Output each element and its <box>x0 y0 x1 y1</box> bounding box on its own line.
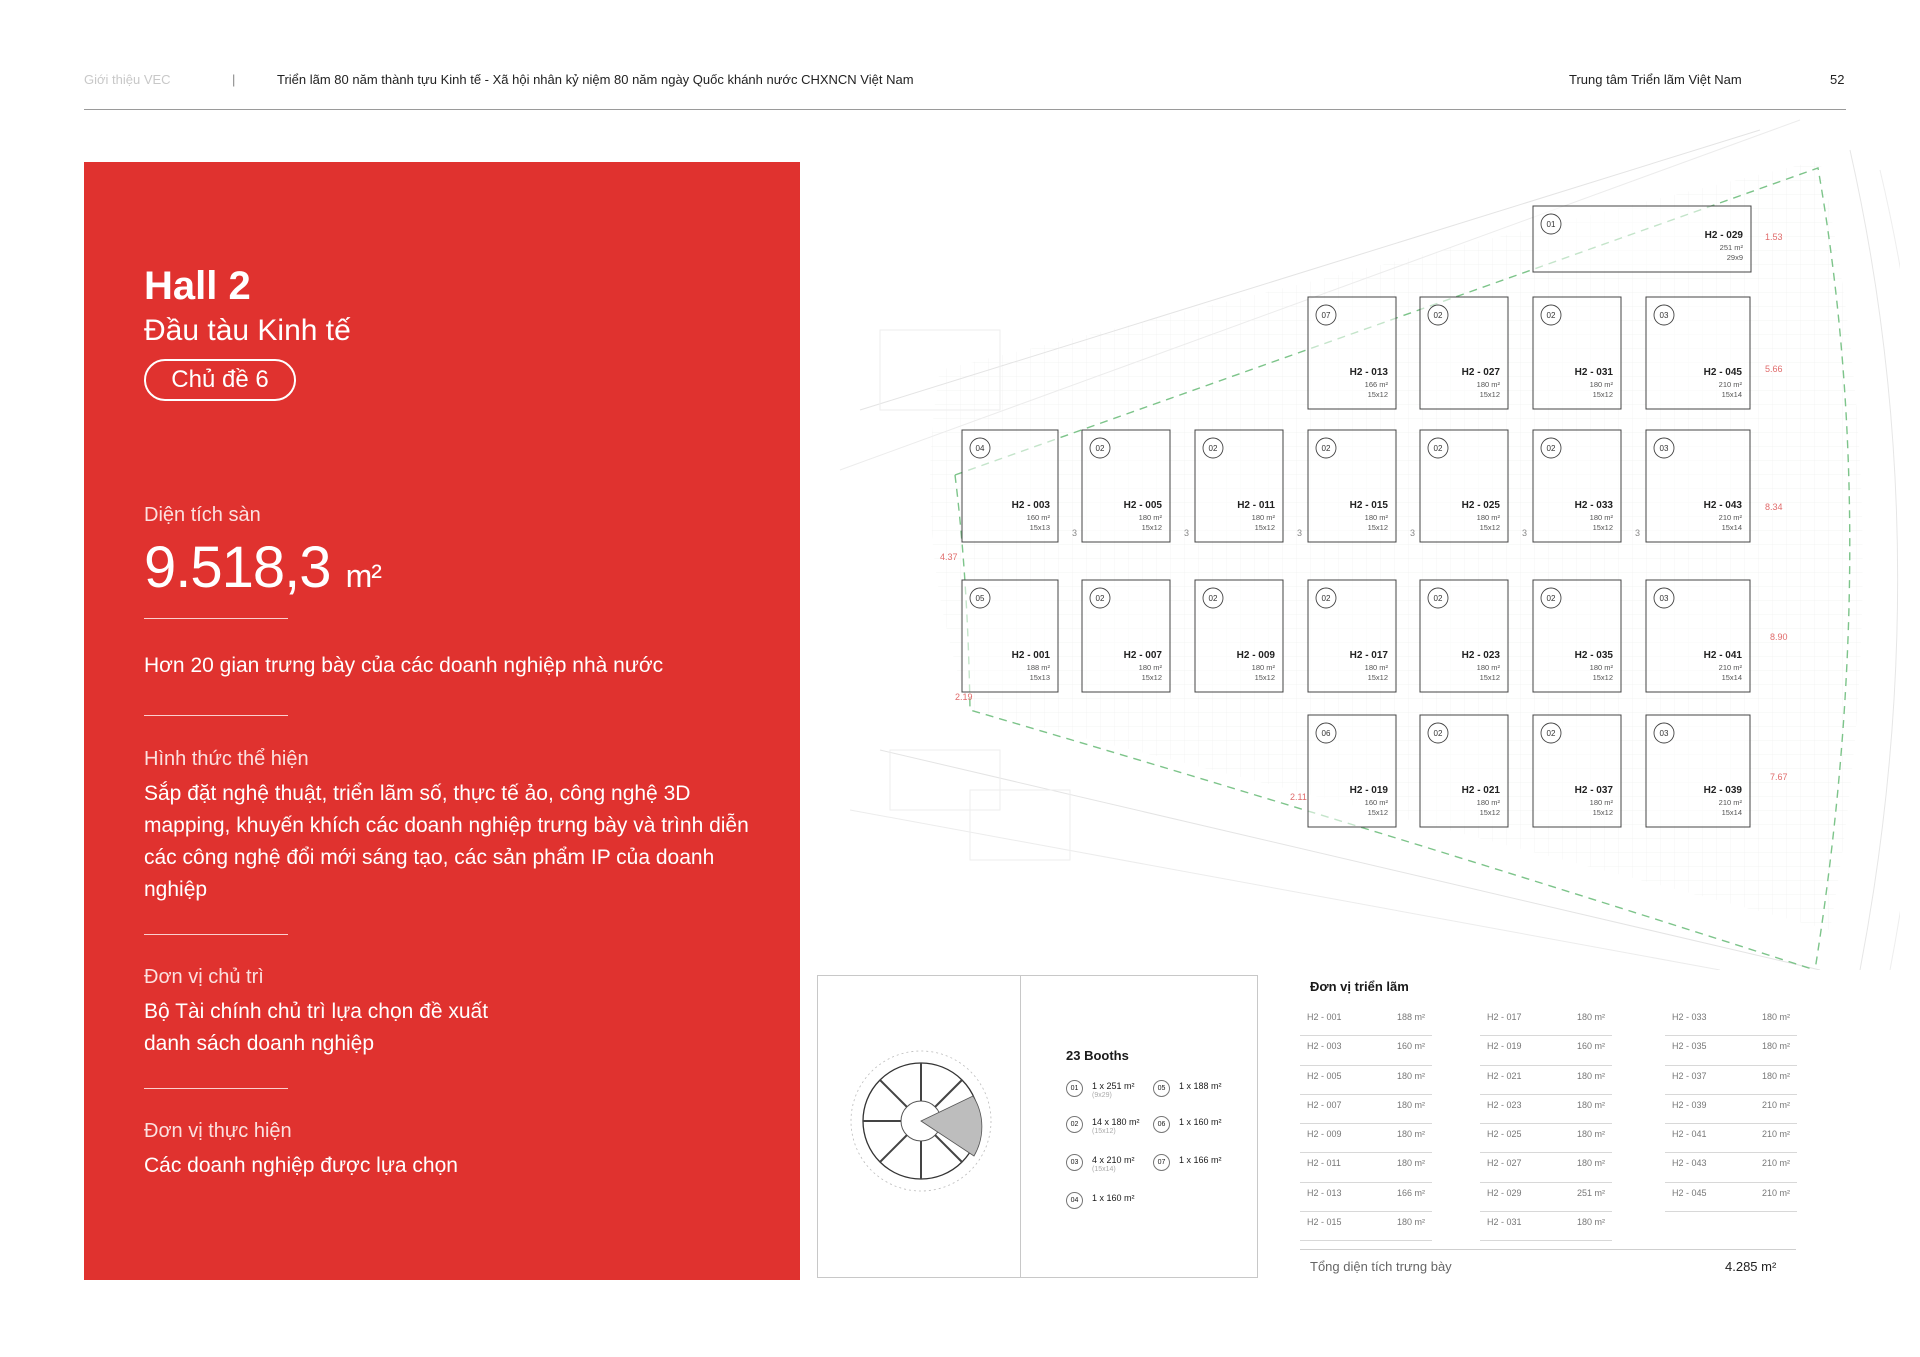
total-area-value: 4.285 m² <box>1725 1259 1777 1274</box>
booth <box>1420 430 1508 542</box>
booth <box>1195 580 1283 692</box>
booth-dimensions: 15x12 <box>1479 390 1500 399</box>
booth-dimensions: 15x14 <box>1721 390 1742 399</box>
venue-name: Trung tâm Triển lãm Việt Nam <box>1569 72 1742 87</box>
table-row <box>1665 1153 1797 1182</box>
booth-type-number: 02 <box>1433 729 1443 738</box>
booth <box>1420 297 1508 409</box>
table-row <box>1665 1066 1797 1095</box>
booth-type-number: 01 <box>1546 220 1556 229</box>
booth-type-number: 03 <box>1659 594 1669 603</box>
booth-area: 160 m² <box>1364 798 1388 807</box>
divider <box>144 934 288 935</box>
legend-text: 1 x 251 m² <box>1092 1081 1135 1091</box>
legend-text: 1 x 160 m² <box>1179 1117 1222 1127</box>
booth <box>1646 715 1750 827</box>
booth-type-number: 02 <box>1321 444 1331 453</box>
booth <box>1533 430 1621 542</box>
floor-plan <box>820 110 1900 970</box>
booth-area: 166 m² <box>1364 380 1388 389</box>
legend-text: 1 x 166 m² <box>1179 1155 1222 1165</box>
booth-dimensions: 15x12 <box>1141 673 1162 682</box>
aisle-width-label: 3 <box>1072 528 1078 538</box>
booth-area: 251 m² <box>1719 243 1743 252</box>
legend-item <box>1066 1080 1135 1101</box>
booth-id: H2 - 007 <box>1123 650 1162 661</box>
legend-marker: 07 <box>1153 1154 1170 1171</box>
booth-code: H2 - 025 <box>1487 1129 1522 1140</box>
booth-id: H2 - 021 <box>1461 785 1500 796</box>
booth-code: H2 - 043 <box>1672 1158 1707 1169</box>
booth-id: H2 - 045 <box>1703 367 1742 378</box>
table-row <box>1300 1036 1432 1065</box>
exhibition-title: Triển lãm 80 năm thành tựu Kinh tế - Xã hội nhân kỷ niệm 80 năm ngày Quốc khánh nước CHXNCN Việt Nam <box>277 72 914 87</box>
booth-code: H2 - 011 <box>1307 1158 1341 1169</box>
booth-code: H2 - 017 <box>1487 1012 1522 1022</box>
booth-area: 180 m² <box>1138 663 1162 672</box>
booth-type-number: 02 <box>1208 594 1218 603</box>
booth-type-number: 03 <box>1659 729 1669 738</box>
aisle-width-label: 3 <box>1184 528 1190 538</box>
legend-item <box>1066 1154 1135 1175</box>
booth-code: H2 - 013 <box>1307 1187 1342 1198</box>
form-text: Sắp đặt nghệ thuật, triển lãm số, thực tế ảo, công nghệ 3D mapping, khuyến khích các doanh nghiệp trưng bày và trình diễn các công nghệ đổi mới sáng tạo, các sản phẩm IP của doanh nghiệp <box>144 782 749 901</box>
booth-dimensions: 15x12 <box>1479 523 1500 532</box>
booth <box>1420 580 1508 692</box>
header-separator: | <box>232 72 236 87</box>
booth-code: H2 - 019 <box>1487 1041 1522 1052</box>
booth-dimensions: 15x12 <box>1592 523 1613 532</box>
booth-area: 180 m² <box>1476 663 1500 672</box>
legend-subtext: (15x12) <box>1092 1128 1116 1135</box>
legend-subtext: (15x14) <box>1092 1166 1116 1173</box>
booth-type-number: 02 <box>1546 729 1556 738</box>
booth-area: 180 m² <box>1364 513 1388 522</box>
table-row <box>1480 1007 1612 1036</box>
hall-locator-map <box>846 1046 996 1196</box>
booth-id: H2 - 001 <box>1011 650 1050 661</box>
booth-code: H2 - 041 <box>1672 1129 1707 1140</box>
hall-info-panel <box>84 162 800 1280</box>
booth-dimensions: 15x13 <box>1029 673 1050 682</box>
booth-id: H2 - 003 <box>1011 500 1050 511</box>
booth <box>1646 430 1750 542</box>
legend-marker: 01 <box>1066 1080 1083 1097</box>
executor-text: Các doanh nghiệp được lựa chọn <box>144 1154 458 1177</box>
booth-code: H2 - 039 <box>1672 1099 1707 1110</box>
booth <box>1533 297 1621 409</box>
area-unit: m² <box>345 558 381 594</box>
booth-area: 180 m² <box>1396 1129 1425 1140</box>
booth-type-number: 06 <box>1321 729 1331 738</box>
booth-legend <box>817 975 1258 1278</box>
booth-dimensions: 15x12 <box>1592 808 1613 817</box>
legend-text: 4 x 210 m² <box>1092 1155 1135 1165</box>
booth-dimensions: 15x14 <box>1721 523 1742 532</box>
booth-type-number: 02 <box>1433 311 1443 320</box>
table-row <box>1480 1183 1612 1212</box>
booth-area: 180 m² <box>1589 513 1613 522</box>
booth <box>962 430 1058 542</box>
booth-type-number: 02 <box>1321 594 1331 603</box>
table-row <box>1665 1183 1797 1212</box>
booth-id: H2 - 027 <box>1461 367 1500 378</box>
hall-subtitle: Đầu tàu Kinh tế <box>144 314 351 347</box>
booth-area: 180 m² <box>1476 798 1500 807</box>
booth <box>1082 580 1170 692</box>
booth-code: H2 - 005 <box>1307 1070 1342 1081</box>
booth-dimensions: 15x12 <box>1141 523 1162 532</box>
booth-type-number: 02 <box>1433 594 1443 603</box>
exhibitor-column <box>1300 1007 1432 1241</box>
table-row <box>1300 1153 1432 1182</box>
booth-code: H2 - 037 <box>1672 1070 1707 1081</box>
booth-id: H2 - 015 <box>1349 500 1388 511</box>
booth-code: H2 - 029 <box>1487 1187 1522 1198</box>
booth-area: 180 m² <box>1251 663 1275 672</box>
booth <box>1533 715 1621 827</box>
booth-id: H2 - 033 <box>1574 500 1613 511</box>
booth-area: 210 m² <box>1718 798 1742 807</box>
booth-area: 210 m² <box>1761 1187 1790 1198</box>
table-row <box>1665 1124 1797 1153</box>
table-row <box>1480 1153 1612 1182</box>
booth-area: 180 m² <box>1476 513 1500 522</box>
floor-area-value <box>144 534 381 601</box>
page-number: 52 <box>1830 72 1845 87</box>
table-row <box>1300 1183 1432 1212</box>
booth-id: H2 - 011 <box>1237 500 1275 511</box>
booth-code: H2 - 033 <box>1672 1012 1707 1022</box>
booth-type-number: 02 <box>1546 594 1556 603</box>
theme-chip: Chủ đề 6 <box>144 359 296 401</box>
table-row <box>1300 1066 1432 1095</box>
aisle-width-label: 3 <box>1522 528 1528 538</box>
booth-area: 180 m² <box>1396 1099 1425 1110</box>
total-area-label: Tổng diện tích trưng bày <box>1310 1259 1452 1274</box>
booth-dimensions: 15x12 <box>1254 673 1275 682</box>
booth-type-number: 02 <box>1433 444 1443 453</box>
booth-dimensions: 15x12 <box>1367 523 1388 532</box>
booth-code: H2 - 027 <box>1487 1158 1522 1169</box>
booth <box>1308 580 1396 692</box>
booth-area: 180 m² <box>1138 513 1162 522</box>
divider <box>144 1088 288 1089</box>
booth-type-number: 02 <box>1095 594 1105 603</box>
legend-text: 1 x 188 m² <box>1179 1081 1222 1091</box>
booth-area: 180 m² <box>1761 1012 1790 1022</box>
booth <box>1308 715 1396 827</box>
table-row <box>1665 1095 1797 1124</box>
booth-dimensions: 15x12 <box>1592 673 1613 682</box>
legend-item <box>1066 1192 1135 1209</box>
host-label: Đơn vị chủ trì <box>144 966 264 988</box>
booth-area: 180 m² <box>1576 1070 1605 1081</box>
dimension-label: 8.90 <box>1770 632 1788 642</box>
booth-code: H2 - 007 <box>1307 1099 1342 1110</box>
host-text: Bộ Tài chính chủ trì lựa chọn đề xuất danh sách doanh nghiệp <box>144 1000 489 1055</box>
booth-area: 180 m² <box>1476 380 1500 389</box>
legend-item <box>1066 1116 1140 1137</box>
booth-type-number: 07 <box>1321 311 1331 320</box>
booth-area: 160 m² <box>1026 513 1050 522</box>
booth-code: H2 - 031 <box>1487 1217 1522 1228</box>
table-row <box>1480 1212 1612 1241</box>
dimension-label: 5.66 <box>1765 364 1783 374</box>
booth-area: 180 m² <box>1396 1070 1425 1081</box>
booth-id: H2 - 013 <box>1349 367 1388 378</box>
table-row <box>1480 1095 1612 1124</box>
booth-code: H2 - 015 <box>1307 1217 1342 1228</box>
booth-id: H2 - 039 <box>1703 785 1742 796</box>
booth-dimensions: 15x12 <box>1479 673 1500 682</box>
booth <box>1646 297 1750 409</box>
legend-marker: 04 <box>1066 1192 1083 1209</box>
booth-area: 180 m² <box>1576 1012 1605 1022</box>
booth-area: 210 m² <box>1718 663 1742 672</box>
dimension-label: 8.34 <box>1765 502 1783 512</box>
booth-area: 180 m² <box>1589 663 1613 672</box>
legend-item <box>1153 1080 1222 1097</box>
booth-id: H2 - 029 <box>1704 230 1743 241</box>
booth-dimensions: 15x14 <box>1721 808 1742 817</box>
booth-area: 210 m² <box>1718 513 1742 522</box>
booth-dimensions: 15x12 <box>1254 523 1275 532</box>
booth-id: H2 - 043 <box>1703 500 1742 511</box>
booth-type-number: 03 <box>1659 311 1669 320</box>
booth-dimensions: 15x13 <box>1029 523 1050 532</box>
booth-area: 210 m² <box>1761 1158 1790 1169</box>
table-row <box>1665 1007 1797 1036</box>
booth-code: H2 - 001 <box>1307 1012 1342 1022</box>
booth-area: 180 m² <box>1589 798 1613 807</box>
booth-area: 180 m² <box>1396 1158 1425 1169</box>
legend-marker: 06 <box>1153 1116 1170 1133</box>
legend-divider <box>1020 976 1021 1277</box>
booth-id: H2 - 037 <box>1574 785 1613 796</box>
legend-marker: 05 <box>1153 1080 1170 1097</box>
booth-area: 251 m² <box>1576 1187 1605 1198</box>
booth-id: H2 - 005 <box>1123 500 1162 511</box>
booth-type-number: 02 <box>1095 444 1105 453</box>
booth-code: H2 - 023 <box>1487 1099 1522 1110</box>
exhibitor-table-title: Đơn vị triển lãm <box>1310 979 1409 994</box>
booth <box>1082 430 1170 542</box>
booth-area: 180 m² <box>1761 1041 1790 1052</box>
booth-area: 180 m² <box>1396 1217 1425 1228</box>
divider <box>144 618 288 619</box>
booth-area: 180 m² <box>1576 1129 1605 1140</box>
summary-text: Hơn 20 gian trưng bày của các doanh nghiệp nhà nước <box>144 654 664 677</box>
page-header <box>84 70 1846 110</box>
legend-text: 1 x 160 m² <box>1092 1193 1135 1203</box>
booth-dimensions: 15x12 <box>1479 808 1500 817</box>
booth-area: 210 m² <box>1718 380 1742 389</box>
booth <box>1533 206 1751 272</box>
booth-type-number: 04 <box>975 444 985 453</box>
table-row <box>1480 1066 1612 1095</box>
booth-area: 160 m² <box>1396 1041 1425 1052</box>
booth-dimensions: 15x12 <box>1367 390 1388 399</box>
table-row <box>1480 1036 1612 1065</box>
booth <box>1308 430 1396 542</box>
booth-area: 188 m² <box>1396 1012 1425 1022</box>
booth-area: 166 m² <box>1396 1187 1425 1198</box>
aisle-width-label: 3 <box>1635 528 1641 538</box>
booth-area: 180 m² <box>1589 380 1613 389</box>
booth-area: 210 m² <box>1761 1099 1790 1110</box>
booth-id: H2 - 023 <box>1461 650 1500 661</box>
booth-area: 180 m² <box>1364 663 1388 672</box>
table-row <box>1300 1007 1432 1036</box>
table-row <box>1300 1124 1432 1153</box>
dimension-label: 2.11 <box>1290 792 1307 802</box>
booth-area: 180 m² <box>1251 513 1275 522</box>
booth-dimensions: 15x12 <box>1592 390 1613 399</box>
booth <box>1308 297 1396 409</box>
booth-id: H2 - 009 <box>1236 650 1275 661</box>
booth-dimensions: 29x9 <box>1726 253 1743 262</box>
booth-code: H2 - 009 <box>1307 1129 1342 1140</box>
table-row <box>1480 1124 1612 1153</box>
table-row <box>1300 1095 1432 1124</box>
booth-dimensions: 15x12 <box>1367 808 1388 817</box>
legend-marker: 03 <box>1066 1154 1083 1171</box>
booth-count: 23 Booths <box>1066 1048 1129 1063</box>
booth <box>1420 715 1508 827</box>
legend-text: 14 x 180 m² <box>1092 1117 1140 1127</box>
booth-id: H2 - 025 <box>1461 500 1500 511</box>
floor-area-label: Diện tích sàn <box>144 504 261 526</box>
executor-label: Đơn vị thực hiện <box>144 1120 292 1142</box>
booth <box>1646 580 1750 692</box>
booth-code: H2 - 003 <box>1307 1041 1342 1052</box>
dimension-label: 4.37 <box>940 552 958 562</box>
booth-area: 188 m² <box>1026 663 1050 672</box>
dimension-label: 2.19 <box>955 692 973 702</box>
hall-title: Hall 2 <box>144 264 251 308</box>
dimension-label: 7.67 <box>1770 772 1788 782</box>
aisle-width-label: 3 <box>1297 528 1303 538</box>
section-label: Giới thiệu VEC <box>84 72 171 87</box>
booth-area: 180 m² <box>1576 1217 1605 1228</box>
divider <box>144 715 288 716</box>
exhibitor-column <box>1665 1007 1797 1212</box>
booth-id: H2 - 035 <box>1574 650 1613 661</box>
booth-area: 180 m² <box>1576 1158 1605 1169</box>
dimension-label: 1.53 <box>1765 232 1783 242</box>
booth-area: 210 m² <box>1761 1129 1790 1140</box>
exhibitor-table <box>1300 975 1800 1280</box>
booth-id: H2 - 017 <box>1349 650 1388 661</box>
booth <box>1533 580 1621 692</box>
legend-subtext: (9x29) <box>1092 1092 1112 1099</box>
booth-type-number: 02 <box>1208 444 1218 453</box>
area-number: 9.518,3 <box>144 535 331 600</box>
booth-type-number: 02 <box>1546 444 1556 453</box>
legend-item <box>1153 1154 1222 1171</box>
table-row <box>1665 1036 1797 1065</box>
legend-item <box>1153 1116 1222 1133</box>
booth-dimensions: 15x12 <box>1367 673 1388 682</box>
booth-id: H2 - 041 <box>1703 650 1742 661</box>
booth-id: H2 - 019 <box>1349 785 1388 796</box>
aisle-width-label: 3 <box>1410 528 1416 538</box>
table-row <box>1300 1212 1432 1241</box>
booth-code: H2 - 035 <box>1672 1041 1707 1052</box>
booth-area: 160 m² <box>1576 1041 1605 1052</box>
booth-id: H2 - 031 <box>1574 367 1613 378</box>
booth-type-number: 02 <box>1546 311 1556 320</box>
exhibitor-column <box>1480 1007 1612 1241</box>
booth <box>962 580 1058 692</box>
legend-marker: 02 <box>1066 1116 1083 1133</box>
booth-type-number: 05 <box>975 594 985 603</box>
booth-code: H2 - 021 <box>1487 1070 1522 1081</box>
total-divider <box>1300 1249 1796 1250</box>
booth-dimensions: 15x14 <box>1721 673 1742 682</box>
booth-code: H2 - 045 <box>1672 1187 1707 1198</box>
booth-area: 180 m² <box>1761 1070 1790 1081</box>
booth <box>1195 430 1283 542</box>
form-label: Hình thức thể hiện <box>144 748 309 770</box>
booth-type-number: 03 <box>1659 444 1669 453</box>
booth-area: 180 m² <box>1576 1099 1605 1110</box>
